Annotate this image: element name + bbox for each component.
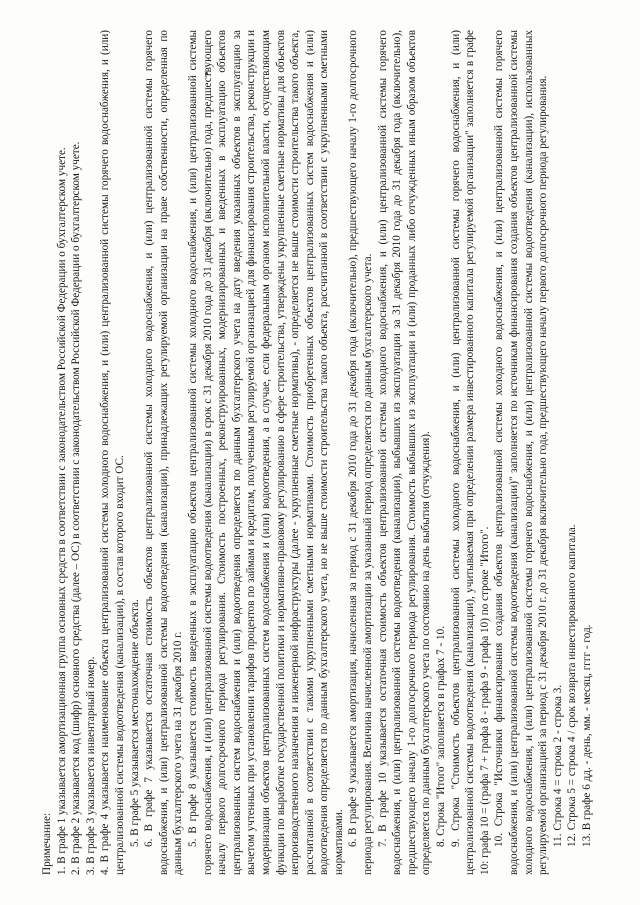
note-line-8: 6. В графе 9 указывается амортизация, начисленная за период с 31 декабря 2010 года до 31 декабря года (включительно), предшествующего началу 1-го долгосрочного периода регулирования. Величина начисленной амортизации за указанный период определяется по данным бухгалтерского учета.: [347, 30, 375, 875]
note-line-3: 3. В графе 3 указывается инвентарный номер.: [84, 656, 97, 875]
note-line-14: 12. Строка 5 = строка 4 / срок возврата инвестированного капитала.: [566, 524, 579, 847]
notes-heading: Примечание:: [41, 812, 53, 875]
note-line-7: 5. В графе 8 указывается стоимость введенных в эксплуатацию объектов централизованной системы холодного водоснабжения, и (или) централизованной системы горячего водоснабжения, и (или) централизованной системы водоотведения (канализации) в срок с 31 декабря 2010 года до 31 декабря (включительно) года, предшествующего началу первого долгосрочного периода регулирования. Стоимость построенных, реконструированных, модернизированных и введенных в эксплуатацию объектов централизованных систем водоснабжения и (или) водоотведения определяется по данным бухгалтерского учета на дату введения указанных объектов в эксплуатацию за вычетом учтенных при установлении тарифов процентов по займам и кредитам, полученным регулируемой организацией для финансирования строительства, реконструкции и модернизации объектов централизованных систем водоснабжения и (или) водоотведения, а в случае, если федеральным органом исполнительной власти, осуществляющим функции по выработке государственной политики и нормативно-правовому регулированию в сфере строительства, утверждены укрупненные сметные нормативы для объектов непроизводственного назначения и инженерной инфраструктуры (далее - укрупненные сметные нормативы), - определяется не выше стоимости строительства такого объекта, рассчитанной в соответствии с такими укрупненными сметными нормативами. Стоимость приобретенных объектов централизованных систем водоснабжения и (или) водоотведения определяется по данным бухгалтерского учета, но не выше стоимости строительства такого объекта, рассчитанной в соответствии с укрупненными сметными нормативами.: [186, 30, 345, 875]
note-line-4: 4. В графе 4 указывается наименование объекта централизованной системы холодного водоснабжения, и (или) централизованной системы горячего водоснабжения, и (или) централизованной системы водоотведения (канализации), в состав которого входит ОС.: [99, 30, 126, 875]
note-line-15: 13. В графе 6 дд. - день, мм. - месяц, гггг - год.: [580, 624, 593, 847]
note-line-13: 11. Строка 4 = строка 2 - строка 3.: [551, 684, 564, 847]
note-line-11: 9. Строка "Стоимость объектов централизованной системы холодного водоснабжения, и (или) централизованной системы горячего водоснабжения, и (или) централизованной системы водоотведения (канализации), учитываемая при определении размера инвестированного капитала регулируемой организации" заполняется в графе 10: графа 10 = (графа 7 + графа 8 - графа 9 - графа 10) по строке "Итого".: [449, 30, 491, 875]
note-line-5: 5. В графе 5 указывается местонахождение объекта.: [128, 599, 141, 847]
note-line-12: 10. Строка "Источники финансирования создания объектов централизованной системы холодного водоснабжения, и (или) централизованной системы горячего водоснабжения, и (или) централизованной системы водоотведения (канализации)" заполняется по источникам финансирования создания объектов централизованной системы холодного водоснабжения, и (или) централизованной системы горячего водоснабжения, и (или) централизованной системы водоотведения (канализации), использованных регулируемой организацией за период с 31 декабря 2010 г. до 31 декабря включительно года, предшествующего началу первого долгосрочного периода регулирования.: [493, 30, 550, 875]
note-line-1: 1. В графе 1 указывается амортизационная группа основных средств в соответствии с законодательством Российской Федерации о бухгалтерском учете.: [55, 147, 68, 875]
note-line-6: 6. В графе 7 указывается остаточная стоимость объектов централизованной системы холодного водоснабжения, и (или) централизованной системы горячего водоснабжения, и (или) централизованной системы водоотведения (канализации), принадлежащих регулируемой организации на праве собственности, определенная по данным бухгалтерского учета на 31 декабря 2010 г.: [143, 30, 185, 875]
note-line-2: 2. В графе 2 указывается код (шифр) основного средства (далее – ОС) в соответствии с законодательством Российской Федерации о бухгалтерском учете.: [70, 141, 83, 875]
rotated-document-text: [40, 30, 600, 875]
note-line-9: 7. В графе 10 указывается остаточная стоимость объектов централизованной системы холодного водоснабжения, и (или) централизованной системы горячего водоснабжения, и (или) централизованной системы водоотведения (канализации), выбывших из эксплуатации за 31 декабря 2010 года до 31 декабря года (включительно), предшествующего началу 1-го долгосрочного периода регулирования. Стоимость выбывших из эксплуатации и (или) проданных либо отчужденных иным образом объектов определяется по данным бухгалтерского учета по состоянию на день выбытия (отчуждения).: [376, 30, 433, 875]
note-line-10: 8. Строка "Итого" заполняется в графах 7 - 10.: [435, 625, 448, 847]
